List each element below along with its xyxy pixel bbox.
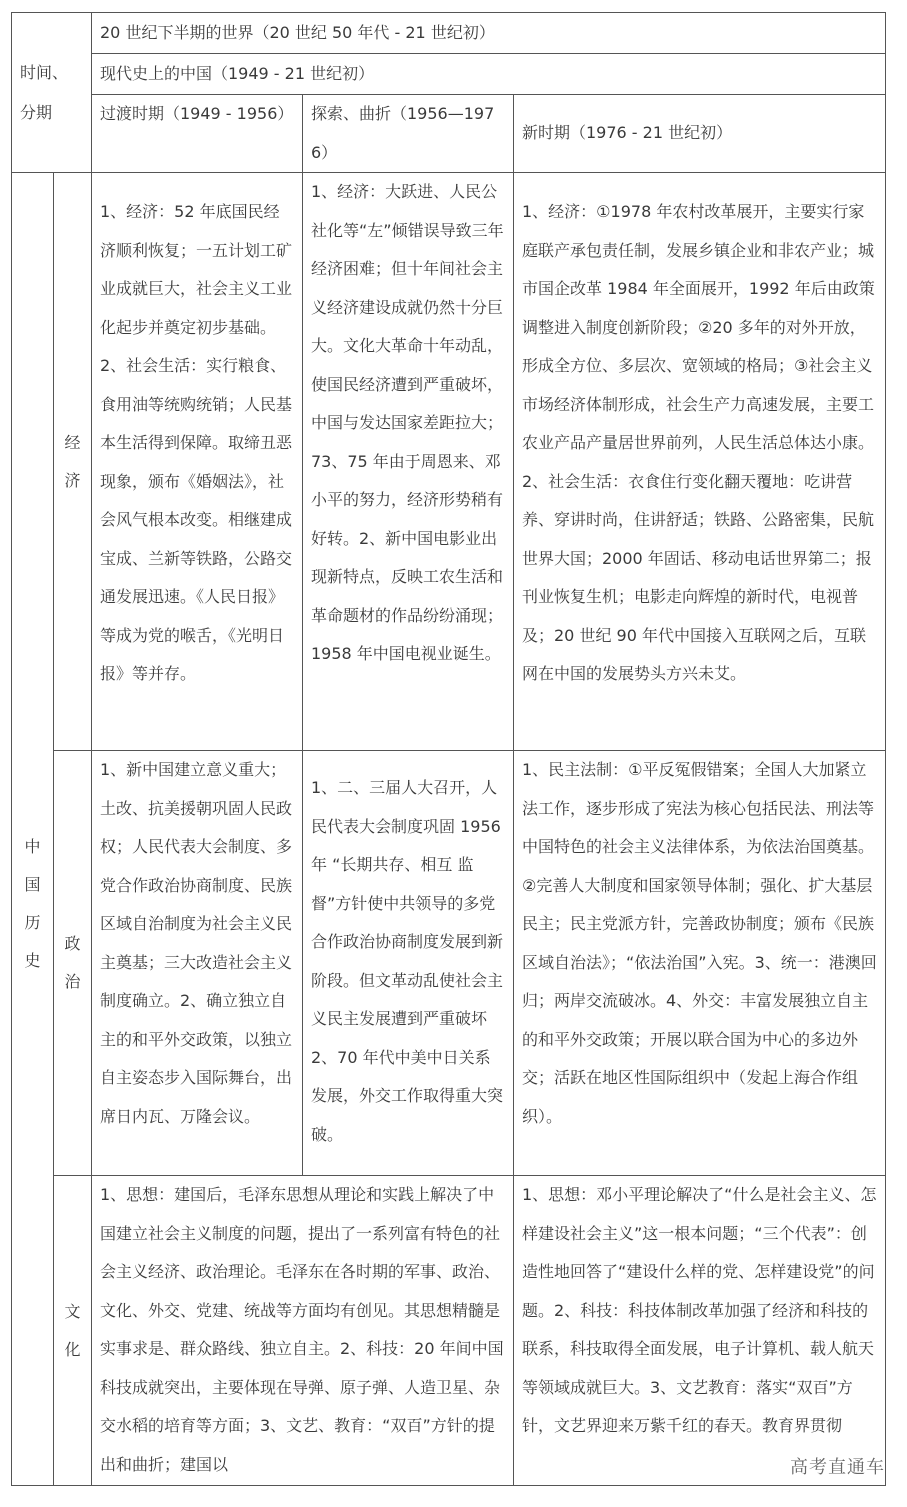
category-culture-cell (54, 1176, 92, 1486)
politics-exploration-cell (303, 751, 514, 1176)
period-label-cell (12, 13, 92, 173)
watermark: 高考直通车 (790, 1453, 885, 1479)
category-economy-cell (54, 173, 92, 751)
cell-text: 1、经济：大跃进、人民公社化等“左”倾错误导致三年经济困难；但十年间社会主义经济建设成就仍然十分巨大。文化大革命十年动乱，使国民经济遭到严重破坏，中国与发达国家差距拉大；73、75 年由于周恩来、邓小平的努力，经济形势稍有好转。2、新中国电影业出现新特点，反映工农生活和革命题材的作品纷纷涌现；1958 年中国电视业诞生。 (311, 182, 504, 663)
category-politics-cell (54, 751, 92, 1176)
history-summary-table-container (11, 12, 885, 1486)
china-period: 现代史上的中国（1949 - 21 世纪初） (100, 63, 375, 83)
row-culture (12, 1176, 886, 1486)
phase-exploration-header (303, 95, 514, 173)
culture-early-cell (92, 1176, 514, 1486)
cell-text: 1、思想：建国后，毛泽东思想从理论和实践上解决了中国建立社会主义制度的问题，提出了一系列富有特色的社会主义经济、政治理论。毛泽东在各时期的军事、政治、文化、外交、党建、统战等方面均有创见。其思想精髓是实事求是、群众路线、独立自主。2、科技：20 年间中国科技成就突出，主要体现在导弹、原子弹、人造卫星、杂交水稻的培育等方面；3、文艺、教育：“双百”方针的提出和曲折；建国以 (100, 1185, 504, 1474)
header-row-china (12, 54, 886, 95)
politics-transition-cell (92, 751, 303, 1176)
phase-label: 过渡时期（1949 - 1956） (100, 104, 294, 123)
cell-text: 1、经济：52 年底国民经济顺利恢复；一五计划工矿业成就巨大，社会主义工业化起步并奠定初步基础。2、社会生活：实行粮食、食用油等统购统销；人民基本生活得到保障。取缔丑恶现象，颁布《婚姻法》，社会风气根本改变。相继建成宝成、兰新等铁路，公路交通发展迅速。《人民日报》等成为党的喉舌，《光明日报》等并存。 (100, 202, 293, 683)
phase-label: 探索、曲折（1956—1976） (311, 104, 495, 162)
section-label-cell (12, 173, 54, 1486)
history-summary-table (11, 12, 886, 1486)
cell-text: 1、民主法制：①平反冤假错案；全国人大加紧立法工作，逐步形成了宪法为核心包括民法、刑法等中国特色的社会主义法律体系，为依法治国奠基。②完善人大制度和国家领导体制；强化、扩大基层民主；民主党派方针，完善政协制度；颁布《民族区域自治法》；“依法治国”入宪。3、统一：港澳回归；两岸交流破冰。4、外交：丰富发展独立自主的和平外交政策；开展以联合国为中心的多边外交；活跃在地区性国际组织中（发起上海合作组织）。 (522, 760, 877, 1126)
phase-transition-header (92, 95, 303, 173)
economy-transition-cell (92, 173, 303, 751)
page-bottom-margin (0, 1486, 907, 1507)
world-period-cell (92, 13, 886, 54)
cell-text: 1、思想：邓小平理论解决了“什么是社会主义、怎样建设社会主义”这一根本问题；“三个代表”：创造性地回答了“建设什么样的党、怎样建设党”的问题。2、科技：科技体制改革加强了经济和科技的联系，科技取得全面发展，电子计算机、载人航天等领域成就巨大。3、文艺教育：落实“双百”方针，文艺界迎来万紫千红的春天。教育界贯彻 (522, 1185, 877, 1435)
cell-text: 1、新中国建立意义重大；土改、抗美援朝巩固人民政权；人民代表大会制度、多党合作政治协商制度、民族区域自治制度为社会主义民主奠基；三大改造社会主义制度确立。2、确立独立自主的和平外交政策，以独立自主姿态步入国际舞台，出席日内瓦、万隆会议。 (100, 760, 293, 1126)
section-label: 中国历史 (24, 837, 41, 970)
header-row-phases (12, 95, 886, 173)
header-row-world (12, 13, 886, 54)
world-period: 20 世纪下半期的世界（20 世纪 50 年代 - 21 世纪初） (100, 22, 495, 42)
category-label: 政治 (64, 934, 81, 991)
economy-new-era-cell (514, 173, 886, 751)
phase-new-era-header (514, 95, 886, 173)
category-label: 文化 (64, 1301, 81, 1359)
row-politics (12, 751, 886, 1176)
economy-exploration-cell (303, 173, 514, 751)
period-label: 时间、分期 (20, 62, 69, 122)
cell-text: 1、经济：①1978 年农村改革展开，主要实行家庭联产承包责任制，发展乡镇企业和非农产业；城市国企改革 1984 年全面展开，1992 年后由政策调整进入制度创新阶段；②20 多年的对外开放，形成全方位、多层次、宽领域的格局；③社会主义市场经济体制形成，社会生产力高速发展，主要工农业产品产量居世界前列，人民生活总体达小康。2、社会生活：衣食住行变化翻天覆地：吃讲营养、穿讲时尚，住讲舒适；铁路、公路密集，民航世界大国；2000 年固话、移动电话世界第二；报刊业恢复生机；电影走向辉煌的新时代，电视普及；20 世纪 90 年代中国接入互联网之后，互联网在中国的发展势头方兴未艾。 (522, 202, 875, 683)
politics-new-era-cell (514, 751, 886, 1176)
phase-label: 新时期（1976 - 21 世纪初） (522, 123, 733, 143)
category-label: 经济 (64, 432, 81, 490)
culture-new-era-cell (514, 1176, 886, 1486)
china-period-cell (92, 54, 886, 95)
row-economy (12, 173, 886, 751)
cell-text: 1、二、三届人大召开，人民代表大会制度巩固 1956 年 “长期共存、相互 监督”方针使中共领导的多党合作政治协商制度发展到新阶段。但文革动乱使社会主义民主发展遭到严重破坏 2、70 年代中美中日关系发展，外交工作取得重大突破。 (311, 778, 504, 1144)
